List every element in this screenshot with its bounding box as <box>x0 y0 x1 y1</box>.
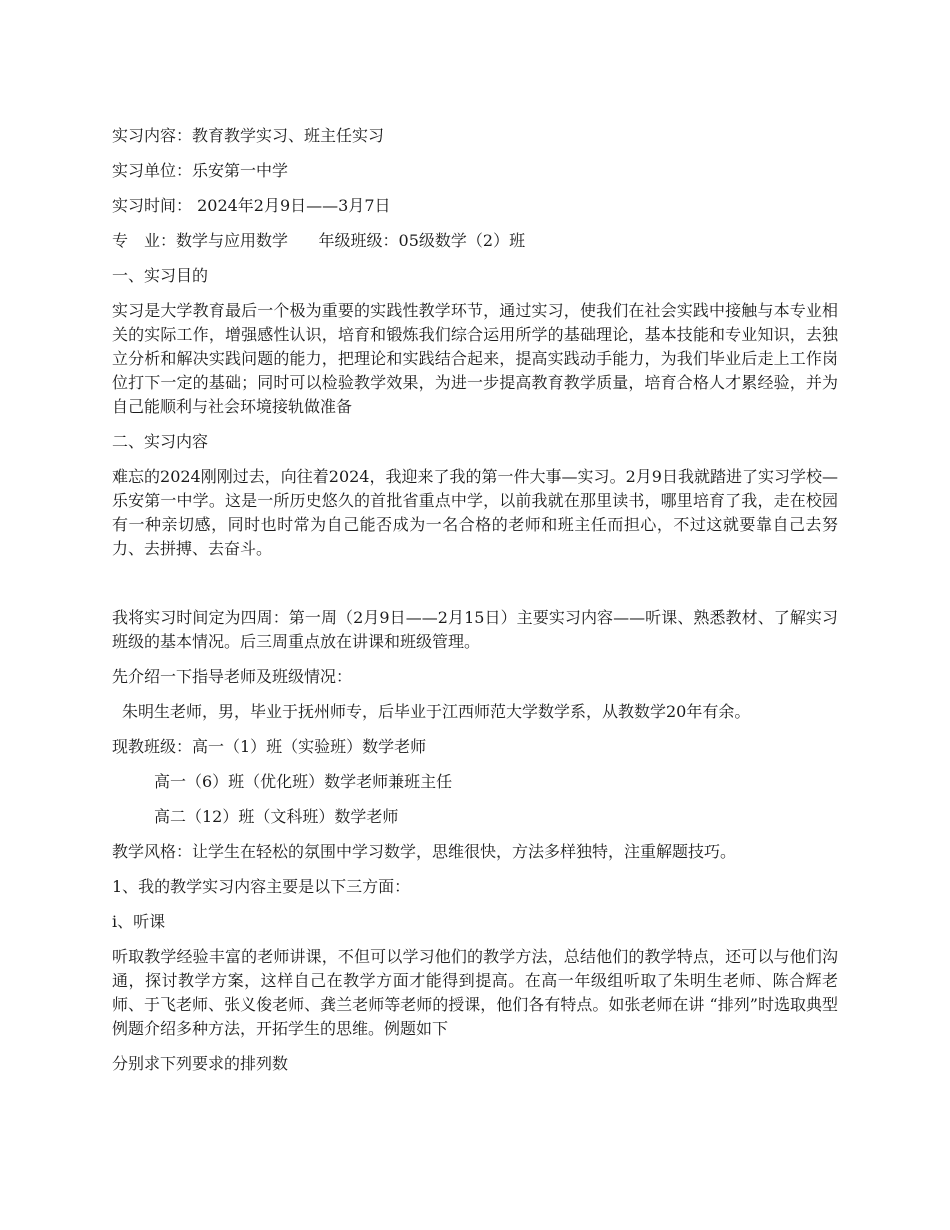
internship-time-line: 实习时间： 2024年2月9日——3月7日 <box>112 196 391 215</box>
major-class-line <box>112 229 838 253</box>
class-line-2: 高一（6）班（优化班）数学老师兼班主任 <box>154 772 453 791</box>
teacher-paragraph: 朱明生老师，男，毕业于抚州师专，后毕业于江西师范大学数学系，从教数学20年有余。 <box>122 702 751 721</box>
listen-paragraph: 听取教学经验丰富的老师讲课，不但可以学习他们的教学方法，总结他们的教学特点，还可以与他们沟通，探讨教学方案，这样自己在教学方面才能得到提高。在高一年级组听取了朱明生老师、陈合辉老师、于飞老师、张义俊老师、龚兰老师等老师的授课，他们各有特点。如张老师在讲 “排列”时选取典型例题介绍多种方法，开拓学生的思维。例题如下 <box>112 947 838 1038</box>
section1-heading: 一、实习目的 <box>112 266 209 285</box>
major-label: 专 业：数学与应用数学 <box>112 231 289 250</box>
blank-spacer <box>112 572 838 606</box>
section2-heading: 二、实习内容 <box>112 432 209 451</box>
subitem-listen-heading: i、听课 <box>112 912 166 931</box>
schedule-paragraph: 我将实习时间定为四周：第一周（2月9日——2月15日）主要实习内容——听课、熟悉教材、了解实习班级的基本情况。后三周重点放在讲课和班级管理。 <box>112 608 838 651</box>
teaching-style-line: 教学风格：让学生在轻松的氛围中学习数学，思维很快，方法多样独特，注重解题技巧。 <box>112 842 737 861</box>
section1-body: 实习是大学教育最后一个极为重要的实践性教学环节，通过实习，使我们在社会实践中接触与本专业相关的实际工作，增强感性认识，培育和锻炼我们综合运用所学的基础理论，基本技能和专业知识，去独立分析和解决实践问题的能力，把理论和实践结合起来，提高实践动手能力，为我们毕业后走上工作岗位打下一定的基础；同时可以检验教学效果，为进一步提高教育教学质量，培育合格人才累经验，并为自己能顺利与社会环境接轨做准备 <box>112 301 838 416</box>
last-line: 分别求下列要求的排列数 <box>112 1054 289 1073</box>
class-line-3: 高二（12）班（文科班）数学老师 <box>154 807 399 826</box>
internship-content-line: 实习内容：教育教学实习、班主任实习 <box>112 126 385 145</box>
section2-body: 难忘的2024刚刚过去，向往着2024，我迎来了我的第一件大事—实习。2月9日我就踏进了实习学校—乐安第一中学。这是一所历史悠久的首批省重点中学，以前我就在那里读书，哪里培育了我，走在校园有一种亲切感，同时也时常为自己能否成为一名合格的老师和班主任而担心，不过这就要靠自己去努力、去拼搏、去奋斗。 <box>112 467 838 558</box>
item1-heading: 1、我的教学实习内容主要是以下三方面： <box>112 877 411 896</box>
class-label: 年级班级：05级数学（2）班 <box>318 231 526 250</box>
intro-line: 先介绍一下指导老师及班级情况： <box>112 667 353 686</box>
internship-unit-line: 实习单位：乐安第一中学 <box>112 161 289 180</box>
class-line-1: 现教班级：高一（1）班（实验班）数学老师 <box>112 737 427 756</box>
